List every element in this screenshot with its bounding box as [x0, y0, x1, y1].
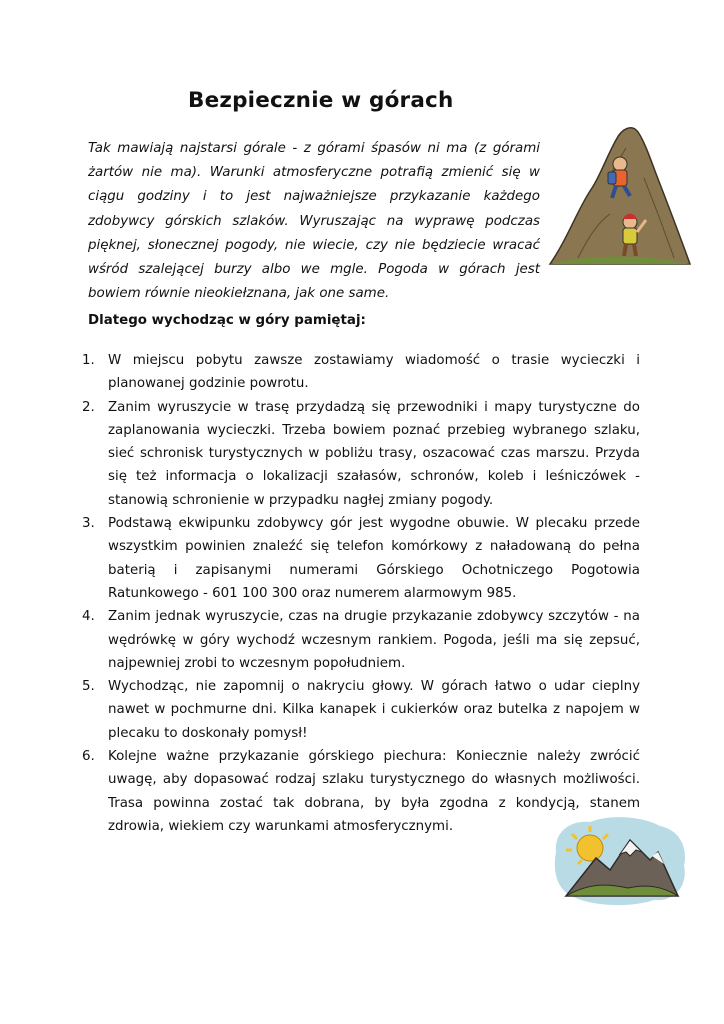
list-item: 5. Wychodząc, nie zapomnij o nakryciu głowy. W górach łatwo o udar cieplny nawet w pochmurne dni. Kilka kanapek i cukierków oraz butelka z napojem w plecaku to doskonały pomysł!	[82, 679, 640, 741]
list-item-text: Zanim jednak wyruszycie, czas na drugie przykazanie zdobywcy szczytów - na wędrówkę w góry wychodź wczesnym rankiem. Pogoda, jeśli ma się zepsuć, najpewniej zrobi to wczesnym popołudniem.	[108, 609, 640, 671]
list-item: 6. Kolejne ważne przykazanie górskiego piechura: Koniecznie należy zwrócić uwagę, aby dopasować rodzaj szlaku turystycznego do własnych możliwości. Trasa powinna zostać tak dobrana, by była zgodna z kondycją, stanem zdrowia, wiekiem czy warunkami atmosferycznymi.	[82, 749, 640, 834]
intro-paragraph: Tak mawiają najstarsi górale - z górami śpasów ni ma (z górami żartów nie ma). Warunki atmosferyczne potrafią zmienić się w ciągu godziny i to jest najważniejsze przykazanie każdego zdobywcy górskich szlaków. Wyruszając na wyprawę podczas pięknej, słonecznej pogody, nie wiecie, czy nie będziecie wracać wśród szalejącej burzy albo we mgle. Pogoda w górach jest bowiem równie nieokiełznana, jak one same.	[88, 141, 540, 302]
list-item-text: W miejscu pobytu zawsze zostawiamy wiadomość o trasie wycieczki i planowanej godzinie powrotu.	[108, 353, 640, 392]
climbers-illustration	[548, 118, 692, 268]
list-item-text: Wychodząc, nie zapomnij o nakryciu głowy. W górach łatwo o udar cieplny nawet w pochmurne dni. Kilka kanapek i cukierków oraz butelka z napojem w plecaku to doskonały pomysł!	[108, 679, 640, 741]
list-item-text: Zanim wyruszycie w trasę przydadzą się przewodniki i mapy turystyczne do zaplanowania wycieczki. Trzeba bowiem poznać przebieg wybranego szlaku, sieć schronisk turystycznych w pobliżu trasy, oszacować czas marszu. Przyda się też informacja o lokalizacji szałasów, schronów, koleb i leśniczówek - stanowią schronienie w przypadku nagłej zmiany pogody.	[108, 399, 640, 508]
page-title: Bezpiecznie w górach	[188, 88, 454, 113]
list-heading: Dlatego wychodząc w góry pamiętaj:	[88, 313, 366, 328]
list-item-text: Podstawą ekwipunku zdobywcy gór jest wygodne obuwie. W plecaku przede wszystkim powinien znaleźć się telefon komórkowy z naładowaną do pełna baterią i zapisanymi numerami Górskiego Ochotniczego Pogotowia Ratunkowego - 601 100 300 oraz numerem alarmowym 985.	[108, 516, 640, 601]
list-item: 1. W miejscu pobytu zawsze zostawiamy wiadomość o trasie wycieczki i planowanej godzinie powrotu.	[82, 353, 640, 392]
list-item: 3. Podstawą ekwipunku zdobywcy gór jest wygodne obuwie. W plecaku przede wszystkim powinien znaleźć się telefon komórkowy z naładowaną do pełna baterią i zapisanymi numerami Górskiego Ochotniczego Pogotowia Ratunkowego - 601 100 300 oraz numerem alarmowym 985.	[82, 516, 640, 601]
mountain-sun-illustration	[550, 812, 690, 908]
safety-rules-list	[82, 349, 640, 838]
list-item-text: Kolejne ważne przykazanie górskiego piechura: Koniecznie należy zwrócić uwagę, aby dopasować rodzaj szlaku turystycznego do własnych możliwości. Trasa powinna zostać tak dobrana, by była zgodna z kondycją, stanem zdrowia, wiekiem czy warunkami atmosferycznymi.	[108, 749, 640, 834]
list-item: 2. Zanim wyruszycie w trasę przydadzą się przewodniki i mapy turystyczne do zaplanowania wycieczki. Trzeba bowiem poznać przebieg wybranego szlaku, sieć schronisk turystycznych w pobliżu trasy, oszacować czas marszu. Przyda się też informacja o lokalizacji szałasów, schronów, koleb i leśniczówek - stanowią schronienie w przypadku nagłej zmiany pogody.	[82, 399, 640, 508]
list-item: 4. Zanim jednak wyruszycie, czas na drugie przykazanie zdobywcy szczytów - na wędrówkę w góry wychodź wczesnym rankiem. Pogoda, jeśli ma się zepsuć, najpewniej zrobi to wczesnym popołudniem.	[82, 609, 640, 671]
